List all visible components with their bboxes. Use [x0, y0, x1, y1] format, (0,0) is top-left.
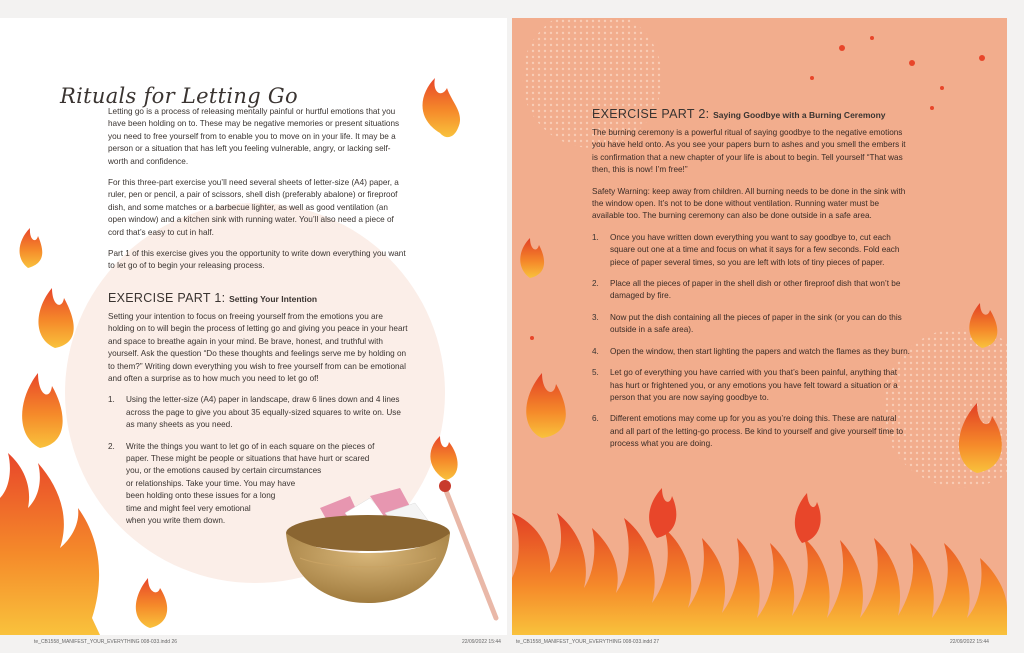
step-text: Using the letter-size (A4) paper in landscape, draw 6 lines down and 4 lines across the page to give you about 35 equally-sized squares to write on. Use as many sheets as you need. — [126, 395, 401, 430]
step-number: 3. — [592, 312, 599, 322]
slug-left-date: 22/09/2022 15:44 — [462, 639, 501, 645]
step-number: 2. — [108, 441, 115, 451]
flame-wall-tip-1 — [795, 493, 821, 543]
intro-paragraph-3: Part 1 of this exercise gives you the opportunity to write down everything you want to let go of to begin your releasing process. — [108, 249, 406, 271]
exercise-2-step-2 — [592, 278, 912, 303]
exercise-2-label: EXERCISE PART 2: — [592, 107, 710, 121]
step-text: Place all the pieces of paper in the shell dish or other fireproof dish that won’t be damaged by fire. — [610, 279, 901, 301]
flame-top-right — [423, 78, 461, 137]
match-stick — [445, 488, 496, 618]
step-number: 5. — [592, 368, 599, 378]
slug-left-file: te_CB1558_MANIFEST_YOUR_EVERYTHING 008-033.indd 26 — [34, 639, 178, 645]
step-text: Different emotions may come up for you as you’re doing this. These are natural and all part of the letting-go process. Be kind to yourself and give yourself time to process what you are doing. — [610, 414, 904, 449]
step-line: paper. These might be people or situations that have hurt or scared — [126, 454, 370, 464]
exercise-2-paragraph-1: The burning ceremony is a powerful ritual of saying goodbye to the negative emotions you have held onto. As you see your papers burn to ashes and you smell the embers it is confirmation that a new chapter of your life is about to begin. Tell yourself “That was then, this is now! I’m free!” — [592, 128, 906, 175]
step-number: 1. — [108, 395, 115, 405]
flame-left-3 — [22, 373, 63, 448]
step-line: you, or the emotions caused by certain circumstances — [126, 466, 322, 476]
flame-right-left-1 — [520, 238, 544, 278]
exercise-2-heading — [592, 106, 912, 123]
flame-bottom-left-small — [136, 578, 167, 628]
exercise-1-subtitle: Setting Your Intention — [229, 294, 318, 304]
step-number: 2. — [592, 279, 599, 289]
intro-paragraph-2: For this three-part exercise you’ll need several sheets of letter-size (A4) paper, a ruler, pen or pencil, a pair of scissors, shell dish (preferably abalone) or fireproof dish, and some matches or a barbecue lighter, as well as good ventilation (an open window) and a kitchen sink with running water. You’ll also need a piece of cord that’s easy to cut in half. — [108, 178, 399, 237]
flame-left-2 — [39, 288, 74, 348]
step-text: Let go of everything you have carried with you that’s been painful, anything that has hurt or frightened you, or any emotions you have felt toward a situation or a person that you are now saying goodbye to. — [610, 368, 898, 402]
slug-right-file: te_CB1558_MANIFEST_YOUR_EVERYTHING 008-033.indd 27 — [516, 639, 660, 645]
intro-section — [108, 106, 408, 273]
exercise-1-step-2 — [108, 441, 408, 528]
exercise-2-step-1 — [592, 232, 912, 269]
safety-warning-paragraph: Safety Warning: keep away from children. All burning needs to be done in the sink with the window open. It’s not to be done without ventilation. Running water must be available too. The burning ceremony can also be done outside in a safe area. — [592, 186, 906, 221]
step-number: 6. — [592, 414, 599, 424]
step-text: Open the window, then start lighting the papers and watch the flames as they burn. — [610, 346, 910, 356]
step-text: Now put the dish containing all the pieces of paper in the sink (or you can do this outside in a safe area). — [610, 312, 902, 335]
step-line: Write the things you want to let go of in each square on the pieces of — [126, 441, 375, 451]
slug-right-date: 22/09/2022 15:44 — [950, 639, 989, 645]
exercise-1-paragraph: Setting your intention to focus on freeing yourself from the emotions you are holding on to will begin the process of letting go and giving you peace in your heart and space to breathe again in your mind. Be brave, honest, and truthful with yourself. Ask the question “Do these thoughts and feelings serve me by holding on to them?” Writing down everything you wish to free yourself from can be emotional and often a surprise as to how much you need to let go of! — [108, 312, 408, 384]
step-line: been holding onto these issues for a long — [126, 491, 276, 501]
flame-right-left-2 — [526, 373, 566, 438]
left-page — [0, 18, 507, 635]
step-text: Once you have written down everything you want to say goodbye to, cut each square out one at a time and focus on what it says for a few seconds. Fold each piece of paper several times, so you are left with lots of tiny pieces of paper. — [610, 232, 900, 267]
flame-wall-bottom — [512, 513, 1007, 635]
intro-paragraph-1: Letting go is a process of releasing mentally painful or hurtful emotions that you have been holding on to. These may be negative memories or present situations you need to free yourself from to enable you to move on in your life. It may be a person or a situation that has left you feeling vulnerable, angry, or lacking self-worth and confidence. — [108, 107, 400, 166]
step-line: or relationships. Take your time. You may have — [126, 478, 296, 488]
right-page — [512, 18, 1007, 635]
exercise-2-step-3 — [592, 312, 912, 337]
exercise-2-step-6 — [592, 413, 912, 450]
step-number: 4. — [592, 346, 599, 356]
step-number: 1. — [592, 232, 599, 242]
exercise-part-1 — [108, 290, 408, 528]
exercise-2-subtitle: Saying Goodbye with a Burning Ceremony — [713, 110, 886, 120]
match-head — [439, 480, 451, 492]
flame-wall-tip-2 — [649, 488, 676, 538]
exercise-1-label: EXERCISE PART 1: — [108, 291, 226, 305]
flame-left-1 — [20, 228, 43, 268]
exercise-2-step-5 — [592, 367, 912, 404]
exercise-2-step-4 — [592, 346, 912, 358]
exercise-1-step-1 — [108, 394, 408, 431]
exercise-1-heading — [108, 290, 408, 307]
step-line: when you write them down. — [126, 516, 226, 526]
page-title: Rituals for Letting Go — [60, 84, 298, 108]
flame-bottom-left — [0, 453, 100, 635]
exercise-part-2 — [592, 106, 912, 451]
step-line: time and might feel very emotional — [126, 503, 251, 513]
